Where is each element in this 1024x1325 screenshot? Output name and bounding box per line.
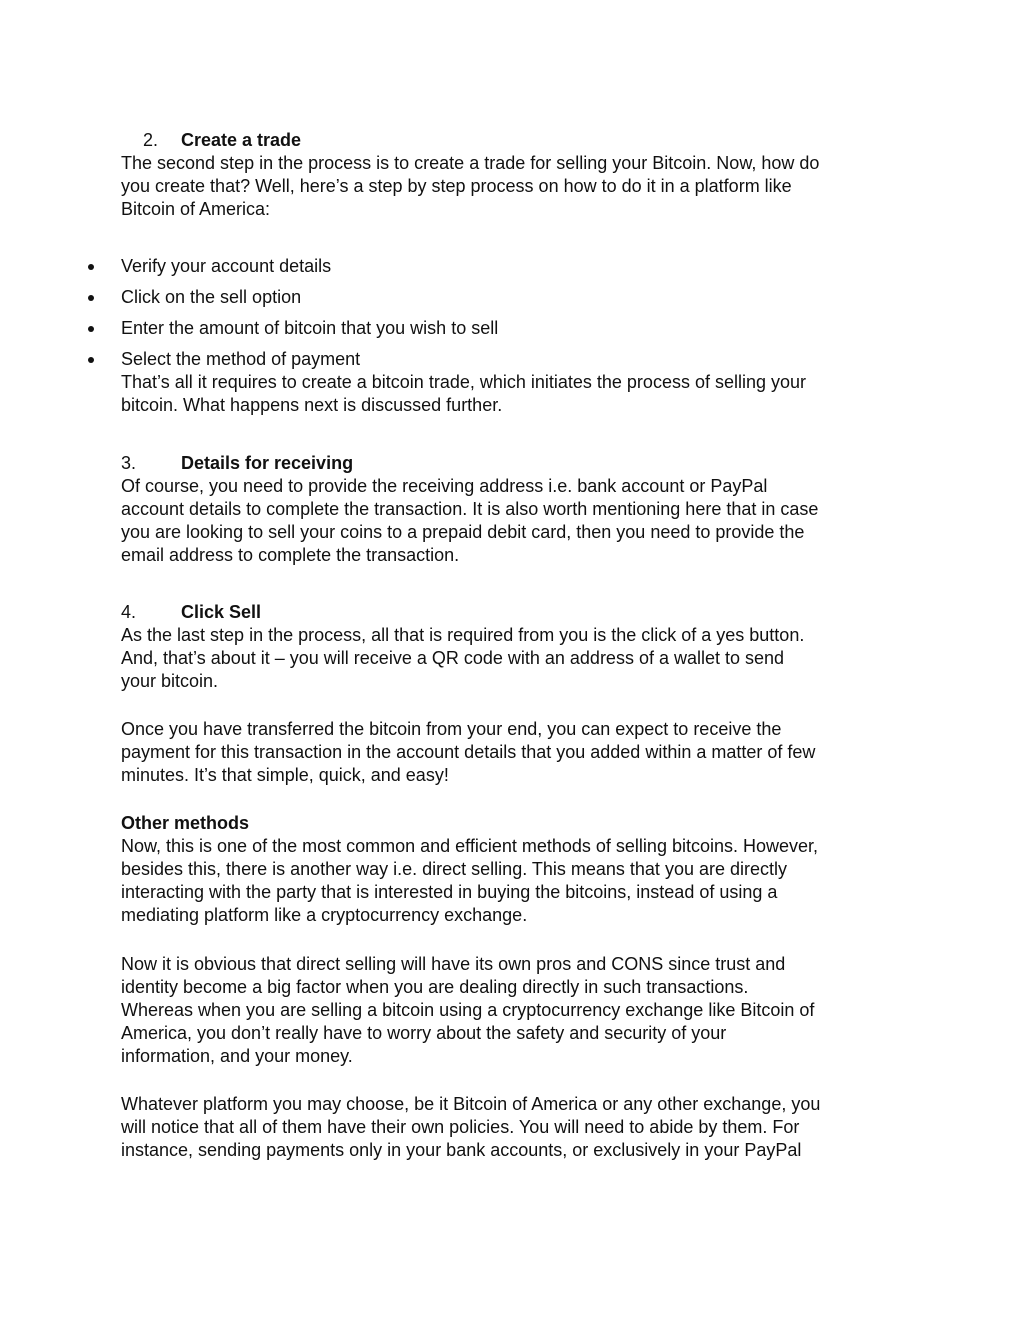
section-heading: Other methods bbox=[121, 813, 250, 833]
section-create-trade bbox=[121, 129, 921, 221]
section-heading: Details for receiving bbox=[181, 453, 354, 473]
bullet-icon bbox=[88, 326, 94, 332]
paragraph-direct-selling bbox=[121, 953, 921, 1068]
section-body: Now, this is one of the most common and efficient methods of selling bitcoins. However, besides this, there is another way i.e. direct selling. This means that you are directly interacting with the party that is interested in buying the bitcoins, instead of using a mediating platform like a cryptocurrency exchange. bbox=[121, 836, 819, 925]
section-body: The second step in the process is to create a trade for selling your Bitcoin. Now, how do you create that? Well, here’s a step by step process on how to do it in a platform like Bitcoin of America: bbox=[121, 153, 820, 219]
bullet-icon bbox=[88, 264, 94, 270]
section-heading: Click Sell bbox=[181, 602, 262, 622]
paragraph-text: Whatever platform you may choose, be it Bitcoin of America or any other exchange, you will notice that all of them have their own policies. You will need to abide by them. For instance, sending payments only in your bank accounts, or exclusively in your PayPal bbox=[121, 1094, 821, 1160]
section-number: 3. bbox=[121, 453, 137, 473]
section-body: Of course, you need to provide the receiving address i.e. bank account or PayPal account details to complete the transaction. It is also worth mentioning here that in case you are looking to sell your coins to a prepaid debit card, then you need to provide the email address to complete the transaction. bbox=[121, 476, 819, 565]
list-item-text: Click on the sell option bbox=[121, 287, 302, 307]
section-other-methods bbox=[121, 812, 921, 927]
section-heading: Create a trade bbox=[181, 130, 302, 150]
paragraph-text: Once you have transferred the bitcoin from your end, you can expect to receive the payment for this transaction in the account details that you added within a matter of few minutes. It’s that simple, quick, and easy! bbox=[121, 719, 816, 785]
list-item bbox=[0, 348, 960, 417]
paragraph-text: Now it is obvious that direct selling will have its own pros and CONS since trust and identity become a big factor when you are dealing directly in such transactions. Whereas when you are selling a bitcoin using a cryptocurrency exchange like Bitcoin of America, you don’t really have to worry about the safety and security of your information, and your money. bbox=[121, 954, 815, 1066]
section-heading-row bbox=[121, 601, 921, 624]
section-number: 2. bbox=[143, 130, 159, 150]
bullet-icon bbox=[88, 295, 94, 301]
paragraph-transfer bbox=[121, 718, 921, 787]
section-heading-row bbox=[121, 452, 921, 475]
list-item bbox=[0, 286, 960, 317]
section-details-receiving bbox=[121, 452, 921, 567]
section-heading-row bbox=[121, 129, 921, 152]
list-followup-text: That’s all it requires to create a bitcoin trade, which initiates the process of selling your bitcoin. What happens next is discussed further. bbox=[121, 372, 807, 415]
section-click-sell bbox=[121, 601, 921, 693]
list-item-text: Verify your account details bbox=[121, 256, 332, 276]
section-number: 4. bbox=[121, 602, 137, 622]
list-item-text: Select the method of payment bbox=[121, 349, 361, 369]
list-item bbox=[0, 255, 960, 286]
list-item bbox=[0, 317, 960, 348]
steps-list bbox=[0, 255, 960, 417]
paragraph-platform bbox=[121, 1093, 921, 1162]
list-item-text: Enter the amount of bitcoin that you wish to sell bbox=[121, 318, 499, 338]
section-body: As the last step in the process, all that is required from you is the click of a yes button. And, that’s about it – you will receive a QR code with an address of a wallet to send your bitcoin. bbox=[121, 625, 805, 691]
bullet-icon bbox=[88, 357, 94, 363]
